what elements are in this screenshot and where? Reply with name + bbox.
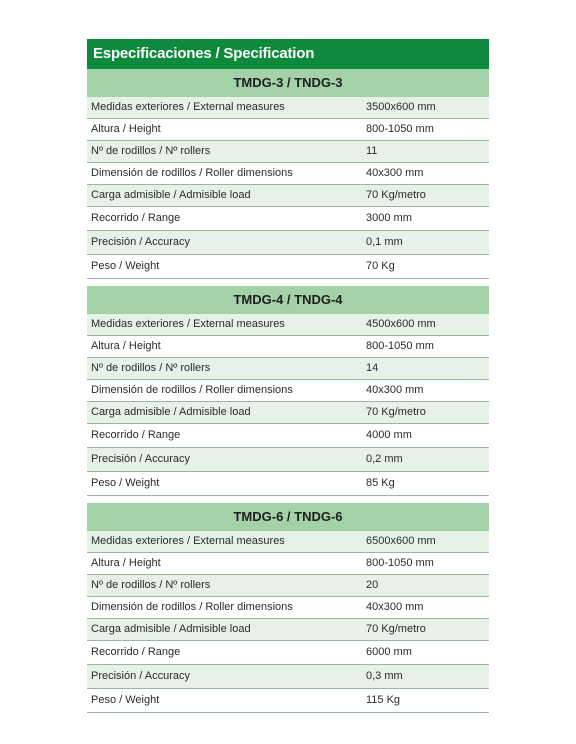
section-gap: [87, 279, 489, 286]
models-container: [87, 69, 489, 713]
table-row: [87, 641, 489, 665]
spec-value: 20: [366, 579, 379, 591]
spec-label: Precisión / Accuracy: [91, 236, 191, 248]
table-row: [87, 231, 489, 255]
table-row: [87, 97, 489, 119]
table-row: [87, 163, 489, 185]
spec-label: Medidas exteriores / External measures: [91, 318, 285, 330]
spec-table: [87, 97, 489, 279]
specification-sheet: [87, 39, 489, 713]
spec-label: Altura / Height: [91, 557, 161, 569]
spec-label: Carga admisible / Admisible load: [91, 189, 251, 201]
spec-value: 6500x600 mm: [366, 535, 436, 547]
table-row: [87, 665, 489, 689]
table-row: [87, 424, 489, 448]
table-row: [87, 619, 489, 641]
table-row: [87, 575, 489, 597]
table-row: [87, 314, 489, 336]
spec-value: 800-1050 mm: [366, 557, 434, 569]
table-row: [87, 402, 489, 424]
spec-label: Precisión / Accuracy: [91, 670, 191, 682]
model-section: [87, 503, 489, 713]
spec-value: 0,2 mm: [366, 453, 403, 465]
spec-label: Nº de rodillos / Nº rollers: [91, 579, 211, 591]
model-title: TMDG-3 / TNDG-3: [87, 69, 489, 97]
spec-value: 0,1 mm: [366, 236, 403, 248]
spec-value: 800-1050 mm: [366, 340, 434, 352]
spec-value: 4500x600 mm: [366, 318, 436, 330]
table-row: [87, 255, 489, 279]
spec-value: 800-1050 mm: [366, 123, 434, 135]
spec-label: Dimensión de rodillos / Roller dimensions: [91, 601, 293, 613]
model-title: TMDG-6 / TNDG-6: [87, 503, 489, 531]
spec-value: 70 Kg/metro: [366, 406, 426, 418]
spec-label: Peso / Weight: [91, 260, 160, 272]
spec-value: 4000 mm: [366, 429, 412, 441]
model-section: [87, 69, 489, 279]
spec-label: Recorrido / Range: [91, 646, 181, 658]
spec-label: Altura / Height: [91, 123, 161, 135]
spec-value: 85 Kg: [366, 477, 395, 489]
spec-table: [87, 314, 489, 496]
spec-label: Recorrido / Range: [91, 429, 181, 441]
table-row: [87, 597, 489, 619]
table-row: [87, 185, 489, 207]
spec-value: 11: [366, 145, 378, 157]
spec-label: Dimensión de rodillos / Roller dimensions: [91, 167, 293, 179]
spec-label: Peso / Weight: [91, 477, 160, 489]
spec-label: Nº de rodillos / Nº rollers: [91, 145, 211, 157]
model-title: TMDG-4 / TNDG-4: [87, 286, 489, 314]
spec-value: 40x300 mm: [366, 384, 424, 396]
table-row: [87, 336, 489, 358]
table-row: [87, 689, 489, 713]
spec-value: 115 Kg: [366, 694, 401, 706]
section-gap: [87, 496, 489, 503]
table-row: [87, 553, 489, 575]
table-row: [87, 207, 489, 231]
table-row: [87, 141, 489, 163]
spec-label: Dimensión de rodillos / Roller dimensions: [91, 384, 293, 396]
spec-value: 70 Kg: [366, 260, 395, 272]
spec-label: Carga admisible / Admisible load: [91, 406, 251, 418]
spec-value: 70 Kg/metro: [366, 623, 426, 635]
sheet-title: Especificaciones / Specification: [87, 39, 489, 69]
spec-table: [87, 531, 489, 713]
spec-value: 3500x600 mm: [366, 101, 436, 113]
spec-label: Recorrido / Range: [91, 212, 181, 224]
spec-label: Peso / Weight: [91, 694, 160, 706]
spec-label: Medidas exteriores / External measures: [91, 535, 285, 547]
table-row: [87, 472, 489, 496]
table-row: [87, 380, 489, 402]
spec-value: 14: [366, 362, 379, 374]
model-section: [87, 286, 489, 496]
spec-label: Nº de rodillos / Nº rollers: [91, 362, 211, 374]
spec-value: 3000 mm: [366, 212, 412, 224]
spec-value: 70 Kg/metro: [366, 189, 426, 201]
table-row: [87, 358, 489, 380]
spec-value: 40x300 mm: [366, 167, 424, 179]
table-row: [87, 448, 489, 472]
spec-label: Carga admisible / Admisible load: [91, 623, 251, 635]
spec-value: 40x300 mm: [366, 601, 424, 613]
table-row: [87, 531, 489, 553]
spec-value: 0,3 mm: [366, 670, 403, 682]
spec-label: Precisión / Accuracy: [91, 453, 191, 465]
spec-value: 6000 mm: [366, 646, 412, 658]
table-row: [87, 119, 489, 141]
spec-label: Altura / Height: [91, 340, 161, 352]
spec-label: Medidas exteriores / External measures: [91, 101, 285, 113]
